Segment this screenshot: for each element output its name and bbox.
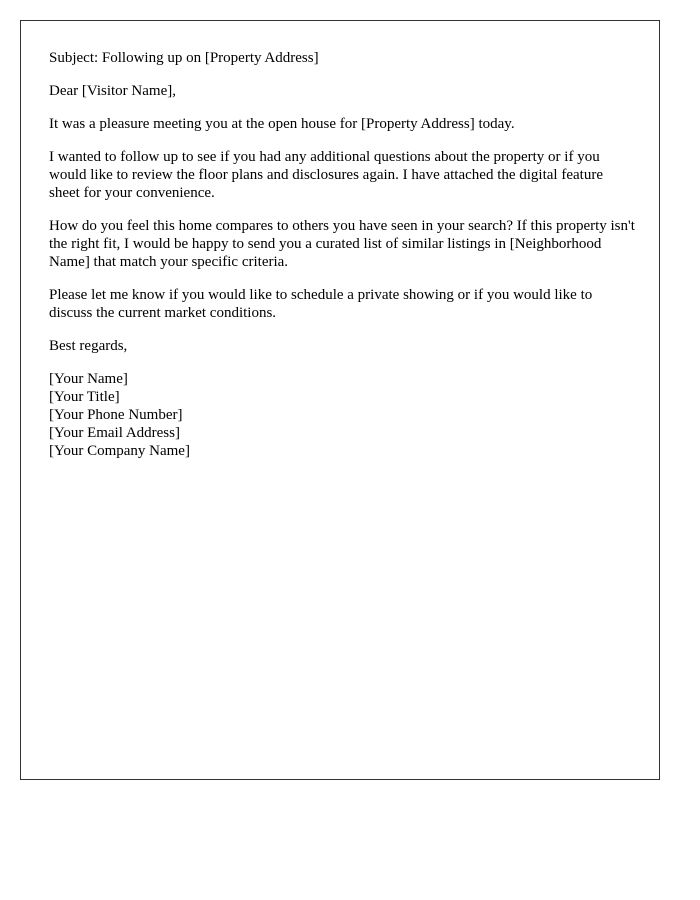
signature-company: [Your Company Name]	[49, 443, 190, 459]
signature-title: [Your Title]	[49, 389, 120, 405]
letter-body	[49, 49, 635, 460]
signature-email: [Your Email Address]	[49, 425, 180, 441]
letter-paragraph-follow-up: I wanted to follow up to see if you had any additional questions about the property or if you would like to review the floor plans and disclosures again. I have attached the digital feature sheet for your convenience.	[49, 149, 603, 201]
letter-frame	[20, 20, 660, 780]
letter-paragraph-intro: It was a pleasure meeting you at the open house for [Property Address] today.	[49, 116, 515, 132]
signature-name: [Your Name]	[49, 371, 128, 387]
signature-block	[49, 370, 635, 460]
signature-phone: [Your Phone Number]	[49, 407, 183, 423]
letter-closing: Best regards,	[49, 338, 128, 354]
letter-paragraph-comparison: How do you feel this home compares to others you have seen in your search? If this property isn't the right fit, I would be happy to send you a curated list of similar listings in [Neighborhood Name] that match your specific criteria.	[49, 218, 635, 270]
letter-paragraph-next-steps: Please let me know if you would like to schedule a private showing or if you would like to discuss the current market conditions.	[49, 287, 593, 321]
letter-salutation: Dear [Visitor Name],	[49, 83, 176, 99]
letter-subject: Subject: Following up on [Property Address]	[49, 50, 319, 66]
